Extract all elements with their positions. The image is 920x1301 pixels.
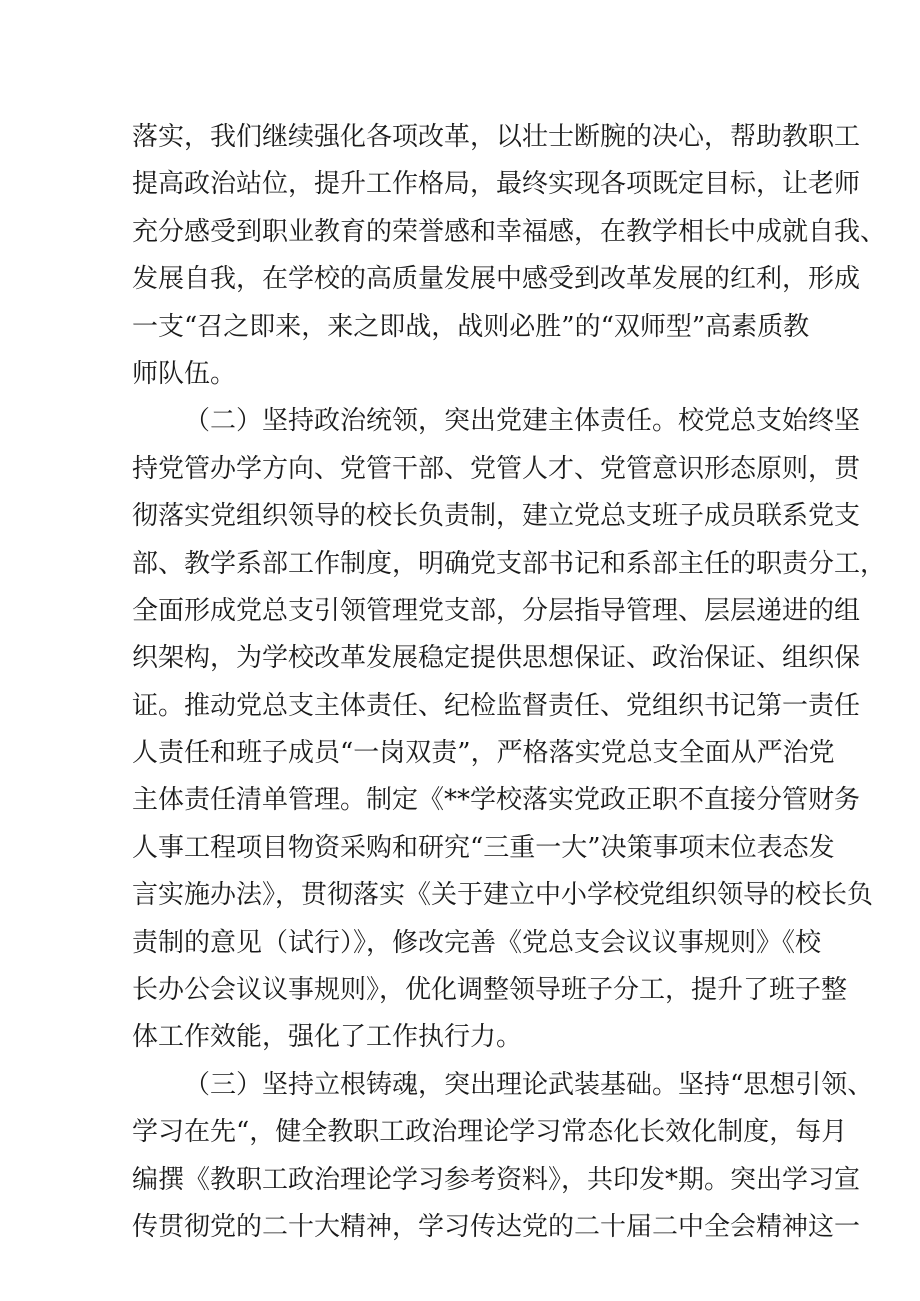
text-line: 部、教学系部工作制度，明确党支部书记和系部主任的职责分工， xyxy=(132,548,887,579)
text-line: 编撰《教职工政治理论学习参考资料》，共印发*期。突出学习宣 xyxy=(132,1164,861,1195)
text-line: 一支“召之即来，来之即战，战则必胜”的“双师型”高素质教 xyxy=(132,311,810,342)
text-line: 证。推动党总支主体责任、纪检监督责任、党组织书记第一责任 xyxy=(132,690,861,721)
document-body xyxy=(132,114,887,1251)
text-line: 人事工程项目物资采购和研究“三重一大”决策事项末位表态发 xyxy=(132,832,835,863)
paragraph-continuation xyxy=(132,114,887,398)
text-line: 彻落实党组织领导的校长负责制，建立党总支班子成员联系党支 xyxy=(132,501,861,532)
section-heading-line: （二）坚持政治统领，突出党建主体责任。校党总支始终坚 xyxy=(184,406,861,437)
text-line: 主体责任清单管理。制定《**学校落实党政正职不直接分管财务 xyxy=(132,785,861,816)
text-line: 长办公会议议事规则》，优化调整领导班子分工，提升了班子整 xyxy=(132,975,848,1006)
text-line: 传贯彻党的二十大精神，学习传达党的二十届二中全会精神这一 xyxy=(132,1211,861,1242)
text-line: 提高政治站位，提升工作格局，最终实现各项既定目标，让老师 xyxy=(132,169,861,200)
text-line: 师队伍。 xyxy=(132,358,237,389)
text-line: 落实，我们继续强化各项改革，以壮士断腕的决心，帮助教职工 xyxy=(132,122,861,152)
text-line: 持党管办学方向、党管干部、党管人才、党管意识形态原则，贯 xyxy=(132,453,861,484)
text-line: 织架构，为学校改革发展稳定提供思想保证、政治保证、组织保 xyxy=(132,643,861,674)
paragraph-section-2 xyxy=(132,398,887,1061)
paragraph-section-3 xyxy=(132,1062,874,1252)
text-line: 全面形成党总支引领管理党支部，分层指导管理、层层递进的组 xyxy=(132,595,861,626)
text-line: 责制的意见（试行）》，修改完善《党总支会议议事规则》《校 xyxy=(132,927,822,958)
text-line: 人责任和班子成员“一岗双责”，严格落实党总支全面从严治党 xyxy=(132,738,835,769)
section-heading-line: （三）坚持立根铸魂，突出理论武装基础。坚持“思想引领、 xyxy=(184,1069,874,1100)
text-line: 学习在先“，健全教职工政治理论学习常态化长效化制度，每月 xyxy=(132,1117,848,1148)
text-line: 言实施办法》，贯彻落实《关于建立中小学校党组织领导的校长负 xyxy=(132,880,874,911)
text-line: 充分感受到职业教育的荣誉感和幸福感，在教学相长中成就自我、 xyxy=(132,216,887,247)
text-line: 发展自我，在学校的高质量发展中感受到改革发展的红利，形成 xyxy=(132,264,861,295)
text-line: 体工作效能，强化了工作执行力。 xyxy=(132,1022,523,1053)
